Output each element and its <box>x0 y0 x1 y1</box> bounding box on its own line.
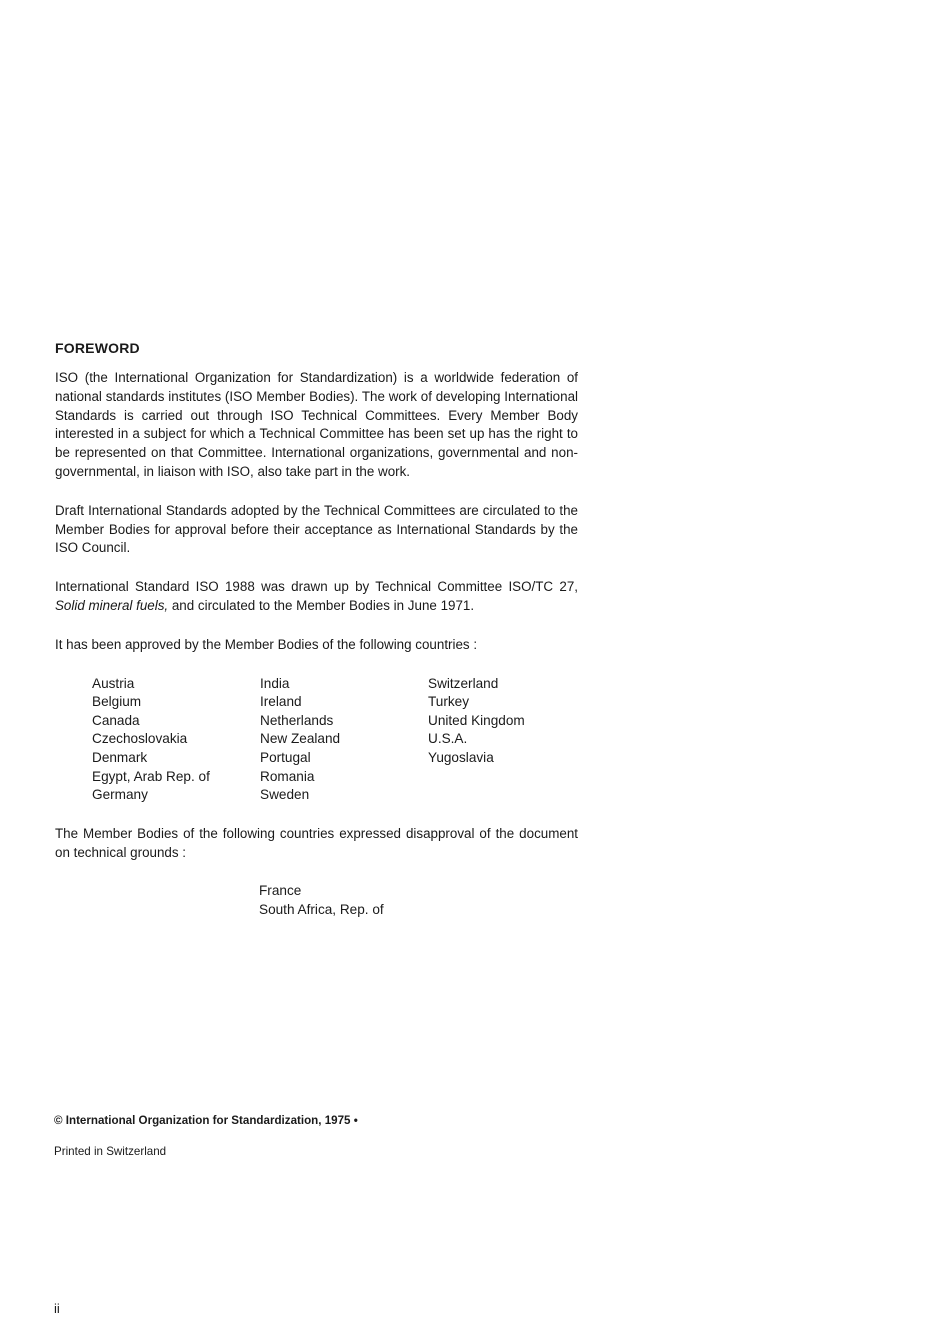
standard-text-start: International Standard ISO 1988 was drawn up by Technical Committee ISO/TC 27, <box>55 579 578 595</box>
country-name: Ireland <box>260 694 302 710</box>
page-number: ii <box>54 1301 60 1316</box>
country-name: Turkey <box>428 694 470 710</box>
country-name: U.S.A. <box>428 731 468 747</box>
country-name: Denmark <box>92 749 148 765</box>
country-name: Yugoslavia <box>428 749 494 765</box>
country-name: Canada <box>92 712 140 728</box>
approval-intro: It has been approved by the Member Bodies of the following countries : <box>55 636 478 652</box>
disapproved-countries-list <box>259 882 578 920</box>
foreword-paragraph-standard <box>55 578 578 616</box>
copyright-notice: © International Organization for Standardization, 1975 • <box>54 1114 358 1127</box>
foreword-paragraph-drafts: Draft International Standards adopted by the Technical Committees are circulated to the Member Bodies for approval before their acceptance as International Standards by the ISO Council. <box>55 502 578 556</box>
country-name: Germany <box>92 787 148 803</box>
approved-countries-list <box>92 675 578 805</box>
country-name: Belgium <box>92 694 142 710</box>
country-column-3 <box>428 675 596 805</box>
country-name: United Kingdom <box>428 712 525 728</box>
country-name: France <box>259 883 302 899</box>
country-column-2 <box>260 675 428 805</box>
printed-location: Printed in Switzerland <box>54 1145 167 1158</box>
standard-text-end: and circulated to the Member Bodies in June 1971. <box>168 597 475 613</box>
country-name: Portugal <box>260 749 311 765</box>
country-name: Netherlands <box>260 712 334 728</box>
country-name: India <box>260 675 290 691</box>
foreword-section <box>55 340 578 920</box>
foreword-heading: FOREWORD <box>55 340 140 356</box>
foreword-paragraph-iso: ISO (the International Organization for Standardization) is a worldwide federation of national standards institutes (ISO Member Bodies). The work of developing International Standards is carried out through ISO Technical Committees. Every Member Body interested in a subject for which a Technical Committee has been set up has the right to be represented on that Committee. International organizations, governmental and non-governmental, in liaison with ISO, also take part in the work. <box>55 370 578 479</box>
country-name: New Zealand <box>260 731 341 747</box>
country-name: Czechoslovakia <box>92 731 188 747</box>
country-name: South Africa, Rep. of <box>259 902 384 918</box>
country-name: Sweden <box>260 787 310 803</box>
country-column-1 <box>92 675 260 805</box>
country-name: Romania <box>260 768 315 784</box>
country-name: Austria <box>92 675 135 691</box>
disapproval-intro: The Member Bodies of the following countries expressed disapproval of the document on technical grounds : <box>55 825 578 860</box>
country-name: Switzerland <box>428 675 499 691</box>
country-name: Egypt, Arab Rep. of <box>92 768 210 784</box>
committee-title: Solid mineral fuels, <box>55 597 169 613</box>
